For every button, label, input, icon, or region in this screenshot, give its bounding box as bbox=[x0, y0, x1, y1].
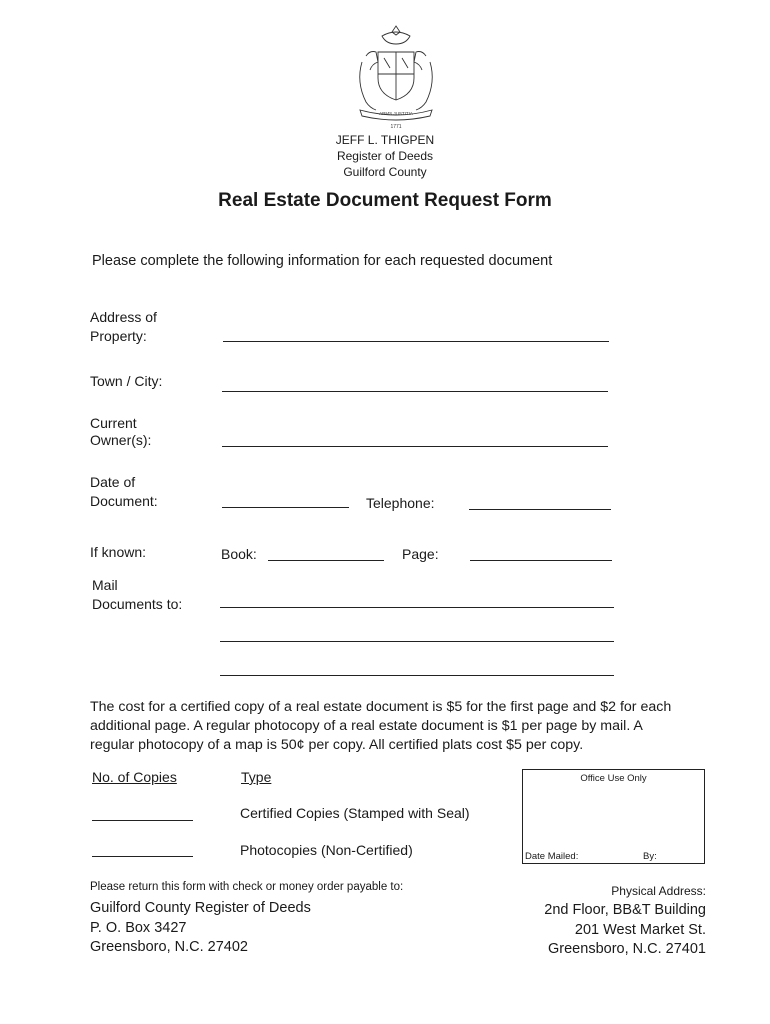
if-known-label: If known: bbox=[90, 544, 147, 560]
book-label: Book: bbox=[221, 546, 257, 562]
copies-header: No. of Copies bbox=[92, 769, 177, 785]
certified-copies-count-line[interactable] bbox=[92, 820, 193, 821]
date-label-line2: Document: bbox=[90, 493, 158, 509]
physical-address-line: Greensboro, N.C. 27401 bbox=[548, 941, 706, 957]
address-input-line[interactable] bbox=[223, 341, 609, 342]
county-seal-emblem bbox=[352, 22, 440, 132]
physical-address-line: 2nd Floor, BB&T Building bbox=[544, 902, 706, 918]
register-name: JEFF L. THIGPEN bbox=[335, 133, 435, 147]
type-photocopies: Photocopies (Non-Certified) bbox=[240, 842, 413, 858]
owner-label-line1: Current bbox=[90, 415, 137, 431]
date-label-line1: Date of bbox=[90, 474, 136, 490]
date-input-line[interactable] bbox=[222, 507, 349, 508]
physical-address-label: Physical Address: bbox=[611, 884, 706, 898]
office-use-title: Office Use Only bbox=[580, 773, 647, 784]
form-title: Real Estate Document Request Form bbox=[218, 190, 552, 211]
register-office: Register of Deeds bbox=[336, 149, 434, 163]
mailing-address-line: P. O. Box 3427 bbox=[90, 919, 187, 936]
page-label: Page: bbox=[402, 546, 439, 562]
mailing-address bbox=[90, 899, 311, 958]
telephone-input-line[interactable] bbox=[469, 509, 611, 510]
telephone-label: Telephone: bbox=[366, 495, 435, 511]
mailing-address-line: Guilford County Register of Deeds bbox=[90, 900, 311, 916]
physical-address-line: 201 West Market St. bbox=[574, 921, 706, 938]
address-label-line1: Address of bbox=[90, 309, 157, 325]
owner-input-line[interactable] bbox=[222, 446, 608, 447]
seal-year: 1771 bbox=[390, 124, 402, 130]
register-county: Guilford County bbox=[343, 165, 427, 179]
return-instruction: Please return this form with check or money order payable to: bbox=[90, 881, 404, 893]
physical-address bbox=[544, 901, 706, 960]
cost-description: The cost for a certified copy of a real estate document is $5 for the first page and $2 for each additional page. A regular photocopy of a real estate document is $1 per page by mail. A regular photocopy of a map is 50¢ per copy. All certified plats cost $5 per copy. bbox=[90, 699, 672, 753]
type-certified: Certified Copies (Stamped with Seal) bbox=[240, 805, 470, 821]
type-header: Type bbox=[241, 769, 272, 785]
date-mailed-label: Date Mailed: bbox=[525, 851, 579, 862]
mail-input-line-1[interactable] bbox=[220, 607, 614, 608]
seal-motto: ARMS JUSTITIA bbox=[379, 111, 413, 116]
page-input-line[interactable] bbox=[470, 560, 612, 561]
form-intro: Please complete the following information for each requested document bbox=[92, 253, 553, 269]
mailing-address-line: Greensboro, N.C. 27402 bbox=[90, 939, 248, 955]
mail-input-line-2[interactable] bbox=[220, 641, 614, 642]
town-city-label: Town / City: bbox=[90, 373, 163, 389]
mail-label-line2: Documents to: bbox=[92, 596, 183, 612]
book-input-line[interactable] bbox=[268, 560, 384, 561]
address-label-line2: Property: bbox=[90, 328, 147, 344]
photocopies-count-line[interactable] bbox=[92, 856, 193, 857]
by-label: By: bbox=[643, 851, 657, 862]
mail-input-line-3[interactable] bbox=[220, 675, 614, 676]
town-city-input-line[interactable] bbox=[222, 391, 608, 392]
office-use-box bbox=[522, 769, 705, 864]
mail-label-line1: Mail bbox=[92, 577, 118, 593]
owner-label-line2: Owner(s): bbox=[90, 432, 152, 448]
